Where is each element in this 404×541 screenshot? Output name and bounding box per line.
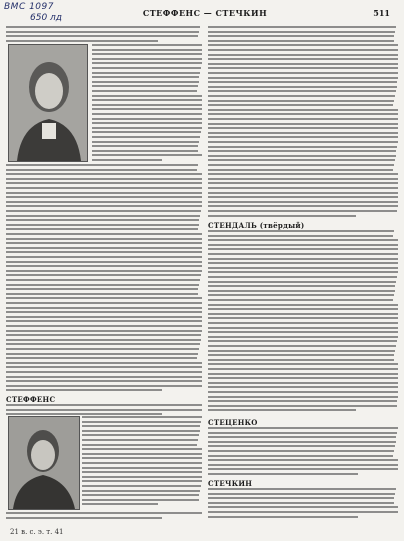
text-line [92,122,202,124]
text-line [6,376,202,378]
text-line [6,187,202,189]
text-line [92,72,200,74]
text-line [208,155,396,157]
text-line [208,363,398,365]
text-line [208,40,394,42]
text-line [6,265,202,267]
text-line [208,373,398,375]
text-line [6,330,202,332]
text-line [208,244,398,246]
text-line [208,95,395,97]
text-line [208,506,398,508]
text-line [208,497,394,499]
text-line [6,26,200,28]
text-line [6,404,202,406]
text-line [6,164,198,166]
text-line [208,205,398,207]
text-line [208,72,398,74]
text-line [208,340,397,342]
text-line [92,58,202,60]
text-line [208,100,394,102]
text-line [6,205,202,207]
text-line [208,382,398,384]
portrait-photo-top [8,44,88,162]
text-line [82,490,200,492]
text-line [82,439,198,441]
text-line [92,141,199,143]
text-line [6,270,202,272]
text-line [92,49,202,51]
text-line [6,192,202,194]
text-line [92,108,202,110]
text-line [6,279,200,281]
text-line [208,299,393,301]
text-line [82,503,158,505]
text-line [92,136,200,138]
text-line [208,400,397,402]
text-line [6,293,198,295]
text-line [208,285,395,287]
text-line [6,325,202,327]
text-line [208,511,398,513]
text-line [208,405,397,407]
text-line [82,457,202,459]
text-line [208,377,398,379]
text-line [208,368,398,370]
text-line [208,427,398,429]
text-line [6,173,202,175]
text-line [92,53,202,55]
text-line [208,271,398,273]
text-line [82,444,197,446]
text-line [6,343,200,345]
text-line [6,182,202,184]
text-line [208,132,398,134]
text-line [6,348,199,350]
text-line [82,471,202,473]
text-line [208,391,398,393]
text-line [208,109,398,111]
text-line [208,516,358,518]
text-line [92,159,162,161]
text-line [92,67,201,69]
text-line [208,354,394,356]
text-line [208,210,397,212]
text-line [208,118,398,120]
text-line [92,113,202,115]
text-line [82,476,202,478]
text-line [208,488,396,490]
text-line [208,187,398,189]
text-line [208,493,395,495]
right-column [208,24,398,522]
text-line [82,425,200,427]
text-line [6,219,199,221]
text-line [6,238,202,240]
text-line [6,210,201,212]
headword-stendal-solid: СТЕНДАЛЬ (твёрдый) [208,221,305,230]
text-line [208,468,398,470]
text-line [6,284,199,286]
text-line [208,81,397,83]
text-line [6,247,202,249]
text-line [92,127,202,129]
text-line [208,327,398,329]
text-line [82,416,202,418]
text-line [208,450,394,452]
text-line [208,49,398,51]
text-line [208,432,397,434]
text-line [92,99,202,101]
text-line [208,127,398,129]
text-line [208,317,398,319]
text-line [208,473,358,475]
headword-stechkin: СТЕЧКИН [208,479,253,488]
text-line [6,302,202,304]
text-line [92,85,198,87]
text-line [208,58,398,60]
text-line [6,517,162,519]
text-line [6,261,202,263]
text-line [6,334,201,336]
text-line [208,178,398,180]
text-line [208,441,396,443]
text-line [6,196,202,198]
text-line [208,67,398,69]
text-line [92,90,197,92]
text-line [208,464,398,466]
text-line [82,480,202,482]
text-line [208,331,398,333]
text-line [6,320,202,322]
text-line [208,248,398,250]
text-line [6,409,202,411]
headword-stetsenko: СТЕЦЕНКО [208,418,258,427]
text-line [82,499,199,501]
text-line [208,262,398,264]
running-head: СТЕФФЕНС — СТЕЧКИН [142,8,268,18]
text-line [92,62,202,64]
text-line [208,201,398,203]
text-line [208,104,393,106]
text-line [6,362,202,364]
text-line [6,297,202,299]
text-line [208,169,393,171]
text-line [208,215,356,217]
text-line [6,413,162,415]
text-line [6,316,202,318]
text-line [6,380,202,382]
text-line [6,389,162,391]
text-line [208,192,398,194]
text-line [208,44,398,46]
text-line [82,421,201,423]
text-line [6,251,202,253]
text-line [208,459,398,461]
text-line [6,274,201,276]
text-line [6,35,198,37]
text-line [208,136,398,138]
text-line [208,336,398,338]
text-line [6,311,202,313]
text-line [92,154,202,156]
text-line [208,396,398,398]
text-line [208,173,398,175]
text-line [6,256,202,258]
text-line [82,430,200,432]
left-column [6,24,202,522]
text-line [208,322,398,324]
portrait-photo-bottom [8,416,80,510]
text-line [6,228,198,230]
text-line [6,178,202,180]
text-line [208,258,398,260]
text-line [92,76,199,78]
text-line [92,81,199,83]
text-line [82,453,202,455]
text-line [6,385,202,387]
text-line [208,159,395,161]
text-line [6,224,199,226]
text-line [208,308,398,310]
text-line [6,201,202,203]
text-line [208,150,396,152]
text-line [208,77,398,79]
text-line [208,26,396,28]
text-line [208,304,398,306]
text-line [6,307,202,309]
text-line [208,455,393,457]
text-line [208,294,394,296]
text-line [208,54,398,56]
text-line [208,141,398,143]
text-line [92,150,198,152]
text-line [208,350,395,352]
text-line [6,288,198,290]
text-line [208,290,395,292]
text-line [82,448,202,450]
text-line [6,31,199,33]
text-line [208,239,398,241]
text-line [208,267,398,269]
text-line [82,434,199,436]
text-line [6,233,202,235]
text-line [208,253,398,255]
text-line [208,409,356,411]
text-line [208,35,394,37]
text-line [92,118,202,120]
text-line [208,502,394,504]
text-line [208,63,398,65]
text-line [208,230,394,232]
text-line [208,86,397,88]
text-line [6,40,158,42]
text-line [82,462,202,464]
text-line [208,445,395,447]
text-line [6,366,202,368]
text-line [92,131,201,133]
text-line [6,357,197,359]
text-line [82,467,202,469]
text-line [6,215,200,217]
text-line [6,242,202,244]
text-line [208,386,398,388]
text-line [208,313,398,315]
text-line [208,436,396,438]
text-line [92,95,202,97]
text-line [208,182,398,184]
footer-signature: 21 в. с. э. т. 41 [10,528,64,536]
text-line [208,113,398,115]
text-line [208,345,396,347]
text-line [208,196,398,198]
text-line [92,145,198,147]
text-line [92,44,202,46]
text-line [208,31,395,33]
text-line [82,494,199,496]
headword-steffens: СТЕФФЕНС [6,395,56,404]
text-line [208,359,394,361]
handwritten-line-1: ВМС 1097 [4,2,54,12]
page-number: 511 [373,8,390,18]
text-line [92,104,202,106]
text-line [208,164,394,166]
text-line [208,123,398,125]
text-line [208,235,393,237]
text-line [6,339,201,341]
text-line [208,90,396,92]
text-line [208,281,396,283]
text-line [6,353,198,355]
text-line [82,485,201,487]
text-line [6,371,202,373]
handwritten-line-2: 650 лд [30,13,63,23]
text-line [6,169,197,171]
text-line [208,146,397,148]
text-line [208,276,397,278]
text-line [6,512,202,514]
